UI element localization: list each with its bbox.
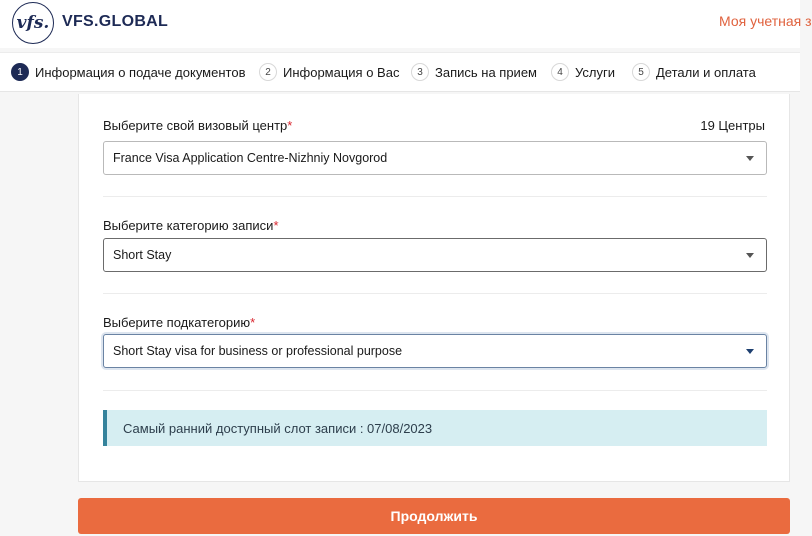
subcategory-label-text: Выберите подкатегорию xyxy=(103,315,251,330)
required-mark: * xyxy=(273,218,279,233)
step-services xyxy=(551,61,615,83)
centre-count: 19 Центры xyxy=(700,118,765,133)
step-number: 5 xyxy=(632,63,650,81)
step-label: Информация о Вас xyxy=(283,64,400,80)
step-number: 2 xyxy=(259,63,277,81)
progress-stepper xyxy=(0,52,800,92)
subcategory-select[interactable] xyxy=(103,334,767,368)
required-mark: * xyxy=(250,315,256,330)
my-account-link[interactable]: Моя учетная з xyxy=(719,13,812,29)
step-details-payment xyxy=(632,61,756,83)
category-label-text: Выберите категорию записи xyxy=(103,218,274,233)
caret-down-icon xyxy=(746,156,754,161)
step-label: Детали и оплата xyxy=(656,64,756,80)
divider xyxy=(103,196,767,197)
step-number: 3 xyxy=(411,63,429,81)
divider xyxy=(103,293,767,294)
category-label xyxy=(103,218,279,233)
step-number: 4 xyxy=(551,63,569,81)
step-appointment xyxy=(411,61,537,83)
centre-select-value: France Visa Application Centre-Nizhniy Novgorod xyxy=(113,151,388,165)
centre-select[interactable] xyxy=(103,141,767,175)
step-label: Услуги xyxy=(575,64,615,80)
appointment-form-card xyxy=(78,94,790,482)
earliest-slot-notice xyxy=(103,410,767,446)
centre-label-text: Выберите свой визовый центр xyxy=(103,118,288,133)
step-submission-info xyxy=(11,61,245,83)
category-select-value: Short Stay xyxy=(113,248,172,262)
brand-name[interactable]: VFS.GLOBAL xyxy=(62,13,169,30)
subcategory-select-value: Short Stay visa for business or professional purpose xyxy=(113,344,403,358)
header xyxy=(0,0,812,48)
earliest-slot-text: Самый ранний доступный слот записи : 07/08/2023 xyxy=(123,420,433,436)
step-number: 1 xyxy=(11,63,29,81)
category-select[interactable] xyxy=(103,238,767,272)
caret-down-icon xyxy=(746,253,754,258)
vfs-logo-icon[interactable]: vfs. xyxy=(12,2,54,44)
step-label: Информация о подаче документов xyxy=(35,64,246,80)
centre-label xyxy=(103,118,292,133)
caret-down-icon xyxy=(746,349,754,354)
step-about-you xyxy=(259,61,399,83)
divider xyxy=(103,390,767,391)
continue-button[interactable]: Продолжить xyxy=(78,498,790,534)
required-mark: * xyxy=(287,118,293,133)
subcategory-label xyxy=(103,315,255,330)
step-label: Запись на прием xyxy=(435,64,537,80)
